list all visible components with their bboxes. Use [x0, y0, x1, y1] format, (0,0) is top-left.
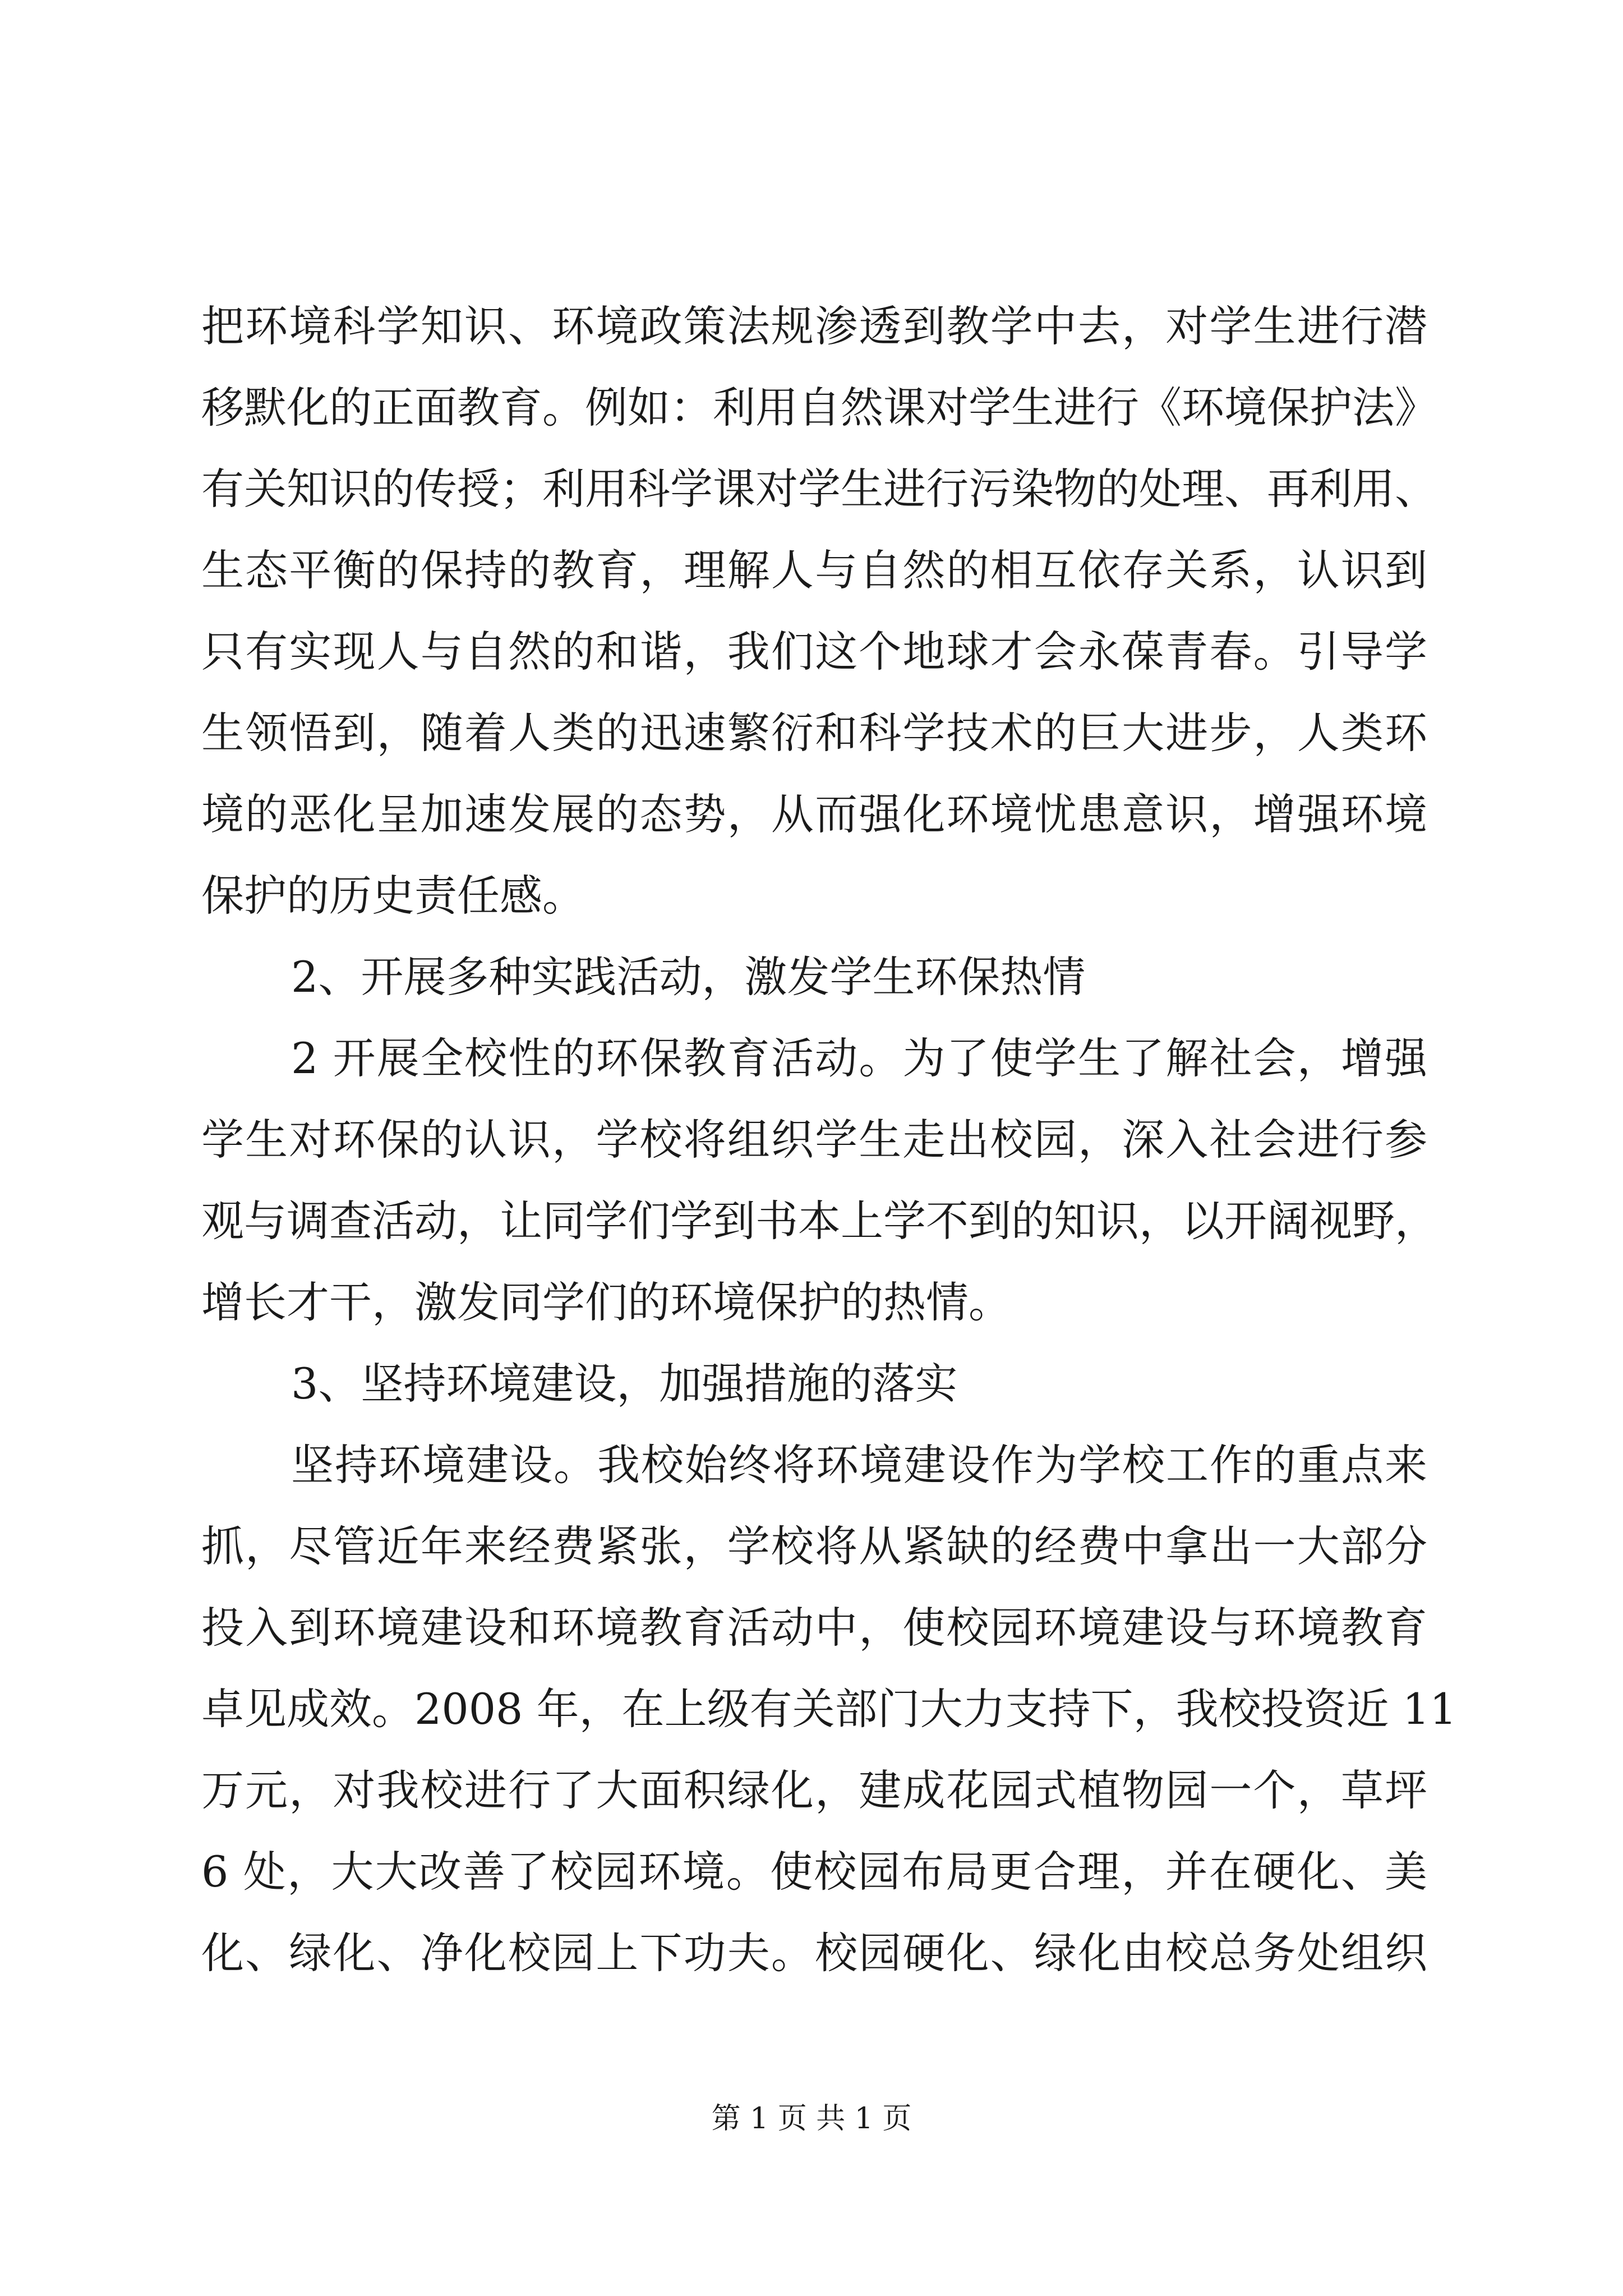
section-heading-2: 2、开展多种实践活动，激发学生环保热情 — [291, 952, 1086, 1002]
text-line: 有关知识的传授；利用科学课对学生进行污染物的处理、再利用、 — [201, 464, 1437, 514]
text-line: 把环境科学知识、环境政策法规渗透到教学中去，对学生进行潜 — [201, 301, 1427, 351]
section-heading-3: 3、坚持环境建设，加强措施的落实 — [291, 1359, 958, 1409]
text-line: 生领悟到，随着人类的迅速繁衍和科学技术的巨大进步，人类环 — [201, 708, 1427, 758]
page-number-footer: 第 1 页 共 1 页 — [711, 2102, 912, 2136]
text-line: 境的恶化呈加速发展的态势，从而强化环境忧患意识，增强环境 — [201, 789, 1427, 839]
text-line: 生态平衡的保持的教育，理解人与自然的相互依存关系，认识到 — [201, 545, 1427, 595]
text-line: 6 处，大大改善了校园环境。使校园布局更合理，并在硬化、美 — [201, 1847, 1427, 1897]
text-line: 观与调查活动，让同学们学到书本上学不到的知识，以开阔视野， — [201, 1196, 1437, 1246]
text-line: 化、绿化、净化校园上下功夫。校园硬化、绿化由校总务处组织 — [201, 1928, 1427, 1978]
text-line: 移默化的正面教育。例如：利用自然课对学生进行《环境保护法》 — [201, 383, 1437, 432]
text-line: 抓，尽管近年来经费紧张，学校将从紧缺的经费中拿出一大部分 — [201, 1521, 1427, 1571]
text-line: 卓见成效。2008 年，在上级有关部门大力支持下，我校投资近 11 — [201, 1684, 1457, 1734]
paragraph-end-line: 增长才干，激发同学们的环境保护的热情。 — [201, 1277, 1011, 1327]
text-line: 学生对环保的认识，学校将组织学生走出校园，深入社会进行参 — [201, 1115, 1427, 1165]
paragraph-end-line: 保护的历史责任感。 — [201, 871, 585, 921]
text-line: 投入到环境建设和环境教育活动中，使校园环境建设与环境教育 — [201, 1603, 1427, 1653]
text-line: 2 开展全校性的环保教育活动。为了使学生了解社会，增强 — [291, 1033, 1427, 1083]
text-line: 坚持环境建设。我校始终将环境建设作为学校工作的重点来 — [291, 1440, 1427, 1490]
text-line: 万元，对我校进行了大面积绿化，建成花园式植物园一个，草坪 — [201, 1765, 1427, 1815]
text-line: 只有实现人与自然的和谐，我们这个地球才会永葆青春。引导学 — [201, 627, 1427, 677]
